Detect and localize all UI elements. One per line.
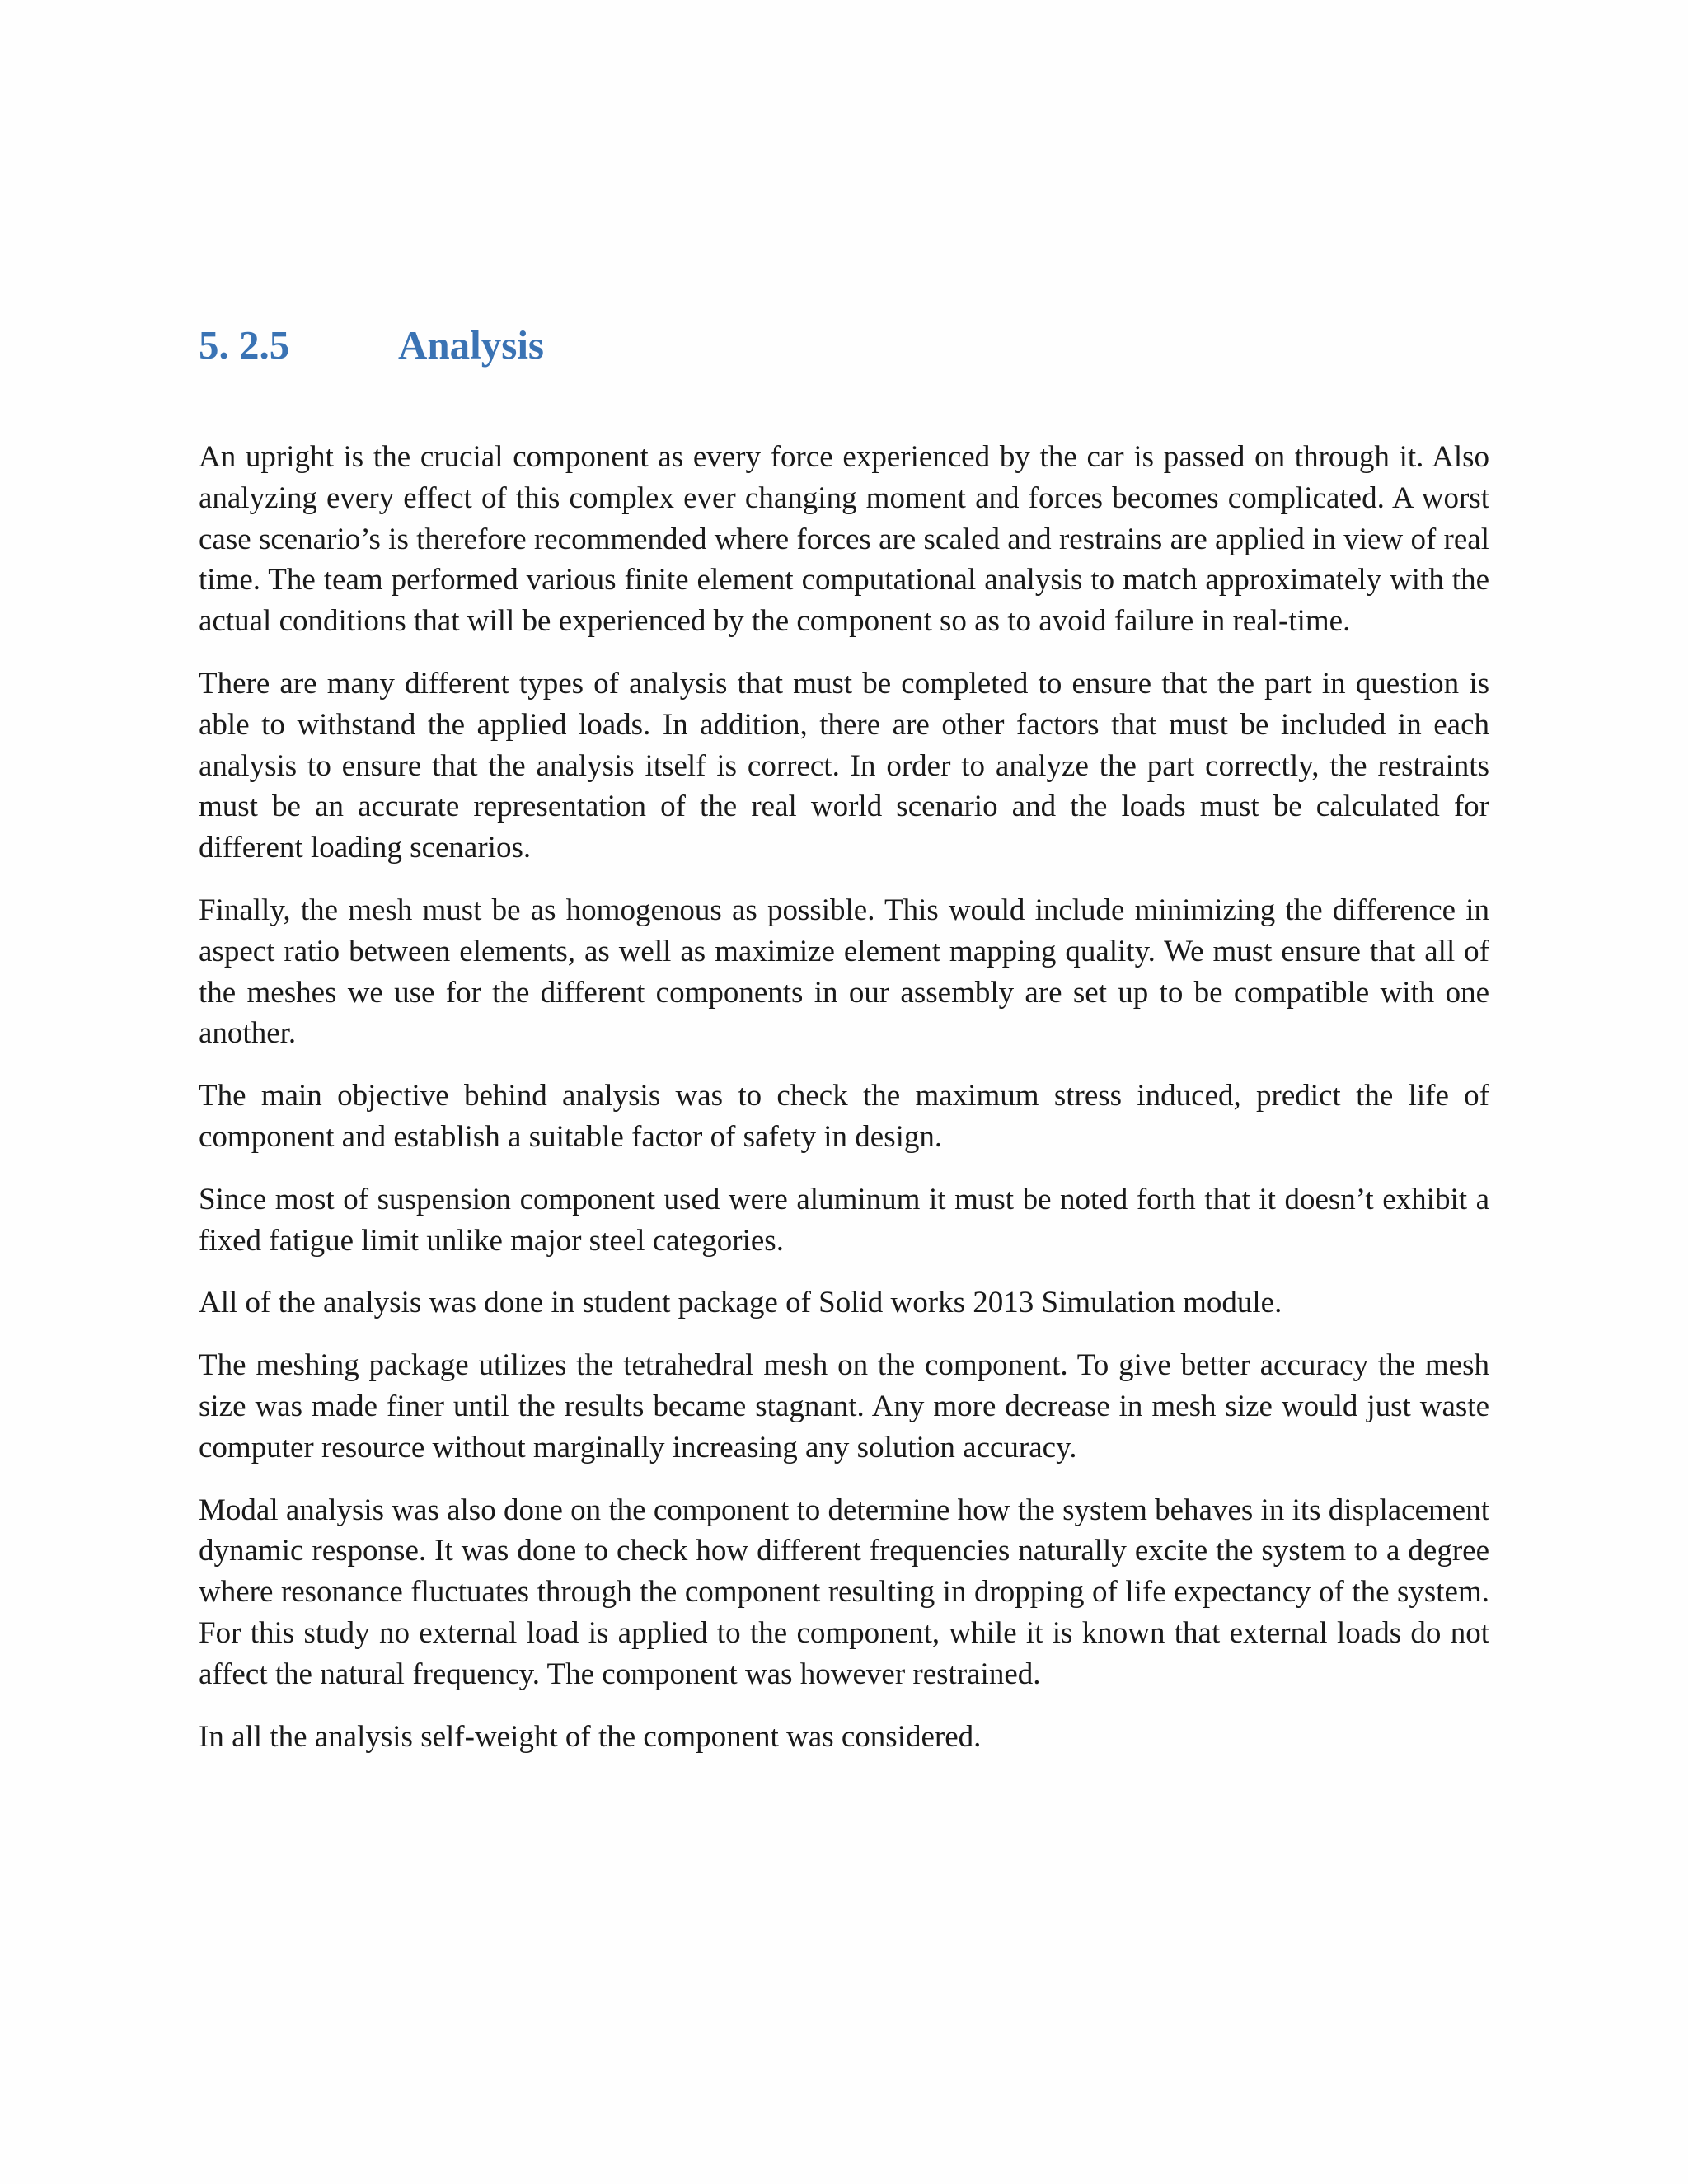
section-number: 5. 2.5 (199, 322, 290, 368)
paragraph-analysis-types: There are many different types of analysis that must be completed to ensure that the part in question is able to withstand the applied loads. In addition, there are other factors that must be included in each analysis to ensure that the analysis itself is correct. In order to analyze the part correctly, the restraints must be an accurate representation of the real world scenario and the loads must be calculated for different loading scenarios. (199, 666, 1489, 865)
paragraph-objective: The main objective behind analysis was to check the maximum stress induced, predict the life of component and establish a suitable factor of safety in design. (199, 1079, 1489, 1154)
paragraph-self-weight: In all the analysis self-weight of the component was considered. (199, 1719, 982, 1754)
paragraph-upright-intro: An upright is the crucial component as every force experienced by the car is passed on through it. Also analyzing every effect of this complex ever changing moment and forces becomes complicated. A worst case scenario’s is therefore recommended where forces are scaled and restrains are applied in view of real time. The team performed various finite element computational analysis to match approximately with the actual conditions that will be experienced by the component so as to avoid failure in real-time. (199, 440, 1489, 639)
paragraph-mesh-homogeneity: Finally, the mesh must be as homogenous as possible. This would include minimizing the difference in aspect ratio between elements, as well as maximize element mapping quality. We must ensure that all of the meshes we use for the different components in our assembly are set up to be compatible with one another. (199, 893, 1489, 1051)
paragraph-modal-analysis: Modal analysis was also done on the component to determine how the system behaves in its displacement dynamic response. It was done to check how different frequencies naturally excite the system to a degree where resonance fluctuates through the component resulting in dropping of life expectancy of the system. For this study no external load is applied to the component, while it is known that external loads do not affect the natural frequency. The component was however restrained. (199, 1493, 1489, 1691)
section-title: Analysis (398, 322, 545, 368)
section-heading (199, 322, 545, 368)
body-text (199, 437, 1489, 1757)
paragraph-software: All of the analysis was done in student package of Solid works 2013 Simulation module. (199, 1286, 1282, 1320)
paragraph-meshing: The meshing package utilizes the tetrahedral mesh on the component. To give better accuracy the mesh size was made finer until the results became stagnant. Any more decrease in mesh size would just waste computer resource without marginally increasing any solution accuracy. (199, 1348, 1489, 1465)
paragraph-aluminum-fatigue: Since most of suspension component used were aluminum it must be noted forth that it doesn’t exhibit a fixed fatigue limit unlike major steel categories. (199, 1182, 1489, 1258)
